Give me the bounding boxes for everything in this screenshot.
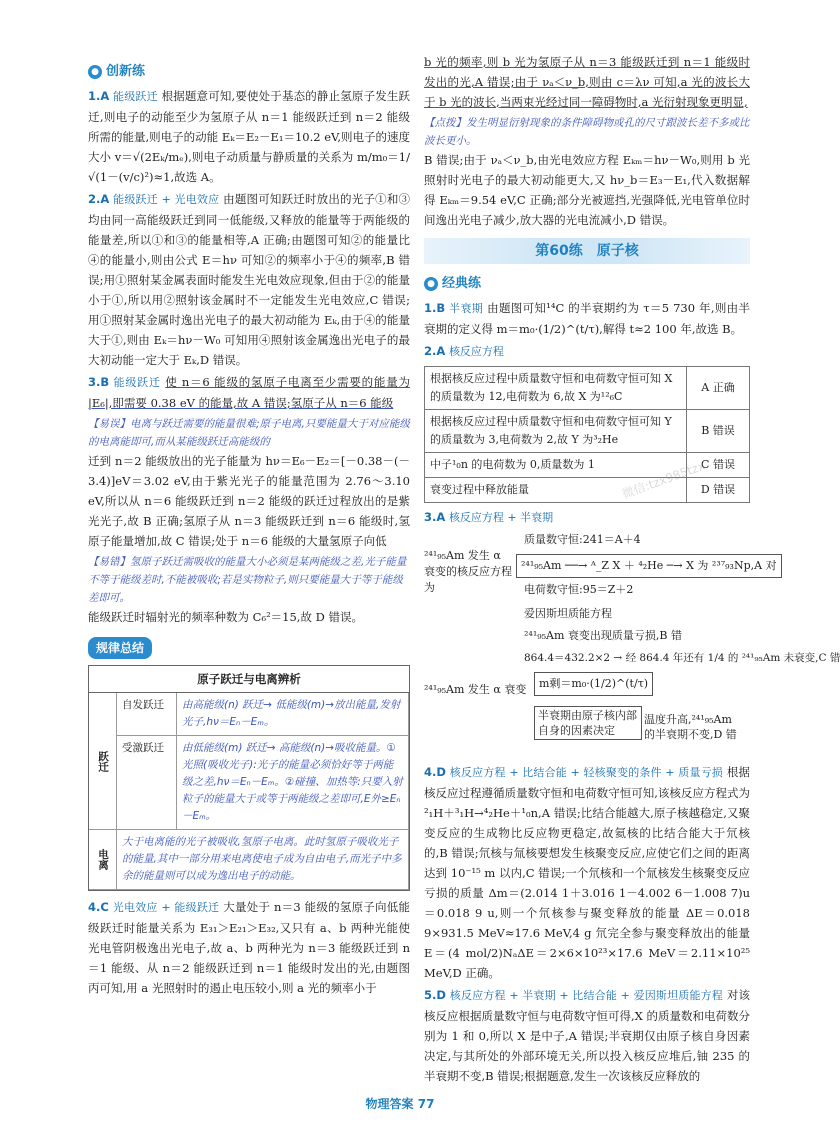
answer-3-cont: 迁到 n＝2 能级放出的光子能量为 hν＝E₆－E₂＝[－0.38－(－3.4)]eV＝3.02 eV,由于紫光光子的能量范围为 2.76～3.10 eV,所以从 n＝6 能级跃迁到 n＝2 能级的跃迁过程放出的是紫光光子,故 B 正确;氢原子从 n＝3 能级跃迁到 n＝6 能级时,氢原子能量增加,故 C 错误;处于 n＝6 能级的大量氢原子向低 [88, 454, 410, 548]
handwritten-note-1: 【易误】电离与跃迁需要的能量很难;原子电离,只要能量大于对应能级的电离能即可,而从某能级跃迁高能级的 [88, 418, 410, 448]
left-column [88, 52, 410, 1000]
table-row: 根据核反应过程中质量数守恒和电荷数守恒可知 X 的质量数为 12,电荷数为 6,故 X 为¹²₆C A 正确 [425, 367, 750, 410]
rule-sub-spontaneous: 自发跃迁 [117, 693, 177, 736]
section-title-innovation: ● 创新练 [88, 62, 410, 82]
answer-4-cont: b 光的频率,则 b 光为氢原子从 n＝3 能级跃迁到 n＝1 能级时发出的光,A 错误;由于 νₐ＜ν_b,则由 c＝λν 可知,a 光的波长大于 b 光的波长,当两束光经过同一障碍物时,a 光衍射现象更明显, [424, 55, 750, 109]
diagram-mass-conservation: 质量数守恒:241＝A＋4 [524, 533, 641, 546]
handwritten-note-2: 【易错】氢原子跃迁需吸收的能量大小必须是某两能级之差,光子能量不等于能级差时,不能被吸收;若是实物粒子,则只要能量大于等于能级差即可。 [88, 556, 407, 604]
rule-text-spontaneous: 由高能级(n) 跃迁→ 低能级(m)→放出能量,发射光子,hν＝Eₙ－Eₘ。 [177, 693, 409, 736]
r-answer-4: 4.D 核反应方程 + 比结合能 + 轻核聚变的条件 + 质量亏损 根据核反应过程遵循质量数守恒和电荷数守恒可知,该核反应方程式为 ²₁H＋³₁H→⁴₂He＋¹₀n,A 错误;比结合能越大,原子核越稳定,又聚变反应的生成物比反应物更稳定,故氦核的比结合能大于氘核的,B 错误;氘核与氚核要想发生核聚变反应,应使它们之间的距离达到 10⁻¹⁵ m 以内,C 错误;一个氘核和一个氚核发生核聚变反应亏损的质量 Δm＝(2.014 1＋3.016 1－4.002 6－1.008 7)u＝0.018 9 u,则一个氘核参与聚变释放的能量 ΔE＝0.018 9×931.5 MeV≈17.6 MeV,4 g 氘完全参与聚变释放出的能量 E＝(4 mol/2)NₐΔE＝2×6×10²³×17.6 MeV＝2.11×10²⁵ MeV,D 正确。 [424, 765, 751, 980]
right-column [424, 52, 840, 1088]
r-answer-3: 3.A 核反应方程 + 半衰期 [424, 510, 554, 524]
rule-big-transition: 跃迁 [89, 693, 117, 830]
answer-3-end: 能级跃迁时辐射光的频率种数为 C₆²＝15,故 D 错误。 [88, 610, 363, 624]
decay-diagram [424, 530, 840, 762]
diagram-result-c: 864.4＝432.2×2 → 经 864.4 年还有 1/4 的 ²⁴¹₉₅Am 未衰变,C 错 [524, 652, 840, 664]
diagram-formula: m剩＝m₀·(1/2)^(t/τ) [534, 672, 653, 696]
diagram-half-life: 半衰期由原子核内部自身的因素决定 [534, 706, 642, 740]
diagram-result-d: 温度升高,²⁴¹₉₅Am 的半衰期不变,D 错 [644, 713, 737, 741]
answer-1: 1.A 能级跃迁 根据题意可知,要使处于基态的静止氢原子发生跃迁,则电子的动能至少为氢原子从 n＝1 能级跃迁到 n＝2 能级所需的能量,则电子的动能 Eₖ＝E₂－E₁＝10.2 eV,则电子的速度大小 v＝√(2Eₖ/mₑ),则电子动质量与静质量的关系为 m/m₀＝1/√(1－(v/c)²)≈1,故选 A。 [88, 89, 411, 184]
answer-table [424, 366, 750, 503]
rule-title: 原子跃迁与电离辨析 [89, 666, 409, 693]
diagram-result-b: ²⁴¹₉₅Am 衰变出现质量亏损,B 错 [524, 629, 682, 642]
table-row: 中子¹₀n 的电荷数为 0,质量数为 1 C 错误 [425, 453, 750, 478]
rule-text-stimulated: 由低能级(m) 跃迁→ 高能级(n)→吸收能量。①光照(吸收光子):光子的能量必须恰好等于两能级之差,hν＝Eₙ－Eₘ。②碰撞、加热等:只要入射粒子的能量大于或等于两能级之差即可,E外≥Eₙ－Eₘ。 [177, 736, 409, 830]
r-answer-5: 5.D 核反应方程 + 半衰期 + 比结合能 + 爱因斯坦质能方程 对该核反应根据质量数守恒与电荷数守恒可得,X 的质量数和电荷数分别为 1 和 0,所以 X 是中子,A 错误;半衰期仅由原子核自身因素决定,与其所处的外部环境无关,所以投入核反应堆后,铀 235 的半衰期不变,B 错误;根据题意,发生一次该核反应释放的 [424, 988, 751, 1083]
diagram-equation: ²⁴¹₉₅Am ──→ ᴬ_Z X ＋ ⁴₂He ─→ X 为 ²³⁷₉₃Np,A 对 [516, 554, 782, 578]
r-answer-2: 2.A 核反应方程 [424, 344, 504, 358]
lesson-title: 第60练 原子核 [424, 238, 750, 264]
rule-text-ionization: 大于电离能的光子被吸收,氢原子电离。此时氢原子吸收光子的能量,其中一部分用来电离使电子成为自由电子,而光子中多余的能量则可以成为逸出电子的动能。 [117, 830, 409, 890]
answer-4: 4.C 光电效应 + 能级跃迁 大量处于 n＝3 能级的氢原子向低能级跃迁时能量关系为 E₃₁＞E₂₁＞E₃₂,又只有 a、b 两种光能使光电管阴极逸出光电子,故 a、b 两种光为 n＝3 能级跃迁到 n＝1 能级、从 n＝2 能级跃迁到 n＝1 能级时发出的光,由题图丙可知,用 a 光照射时的遏止电压较小,则 a 光的频率小于 [88, 900, 411, 995]
answer-2: 2.A 能级跃迁 + 光电效应 由题图可知跃迁时放出的光子①和③均由同一高能级跃迁到同一低能级,又释放的能量等于两能级的能量差,所以①和③的能量相等,A 正确;由题图可知②的能量比④的能量小,则由公式 E＝hν 可知②的频率小于④的频率,B 错误;用①照射某金属表面时能发生光电效应现象,但由于②的能量小于①,所以用②照射该金属时不一定能发生光电效应,C 错误;用①照射某金属时逸出光电子的最大初动能为 Eₖ,由于④的能量大于①,则由 Eₖ＝hν－W₀ 可知用④照射该金属逸出光电子的最大初动能一定大于 Eₖ,D 错误。 [88, 192, 411, 367]
diagram-left-label: ²⁴¹₉₅Am 发生 α 衰变的核反应方程为 [424, 549, 512, 594]
rule-big-ionization: 电离 [89, 830, 117, 890]
table-row: 衰变过程中释放能量 D 错误 [425, 478, 750, 503]
answer-4-end: B 错误;由于 νₐ＜ν_b,由光电效应方程 Eₖₘ＝hν－W₀,则用 b 光照射时光电子的最大初动能更大,又 hν_b＝E₃－E₁,代入数据解得 Eₖₘ＝9.54 eV,C 正确;部分光被遮挡,光强降低,光电管单位时间逸出光电子减少,放大器的光电流减小,D 错误。 [424, 153, 750, 227]
diagram-einstein: 爱因斯坦质能方程 [524, 607, 612, 620]
handwritten-note-3: 【点拨】发生明显衍射现象的条件障碍物或孔的尺寸跟波长差不多或比波长更小。 [424, 117, 750, 147]
section-icon: ● [424, 277, 438, 291]
r-answer-1: 1.B 半衰期 由题图可知¹⁴C 的半衰期约为 τ＝5 730 年,则由半衰期的定义得 m＝m₀·(1/2)^(t/τ),解得 t≈2 100 年,故选 B。 [424, 301, 751, 336]
page-footer: 物理答案 77 [365, 1097, 435, 1111]
watermark: 微信:tzx985tzx [620, 458, 707, 502]
section-title-classic: ● 经典练 [424, 274, 750, 294]
diagram-charge-conservation: 电荷数守恒:95＝Z＋2 [524, 583, 634, 596]
answer-3: 3.B 能级跃迁 使 n＝6 能级的氢原子电离至少需要的能量为 |E₆|,即需要 0.38 eV 的能量,故 A 错误;氢原子从 n＝6 能级 [88, 375, 411, 410]
rule-summary-table [88, 665, 410, 891]
section-icon: ● [88, 65, 102, 79]
diagram-alpha-decay: ²⁴¹₉₅Am 发生 α 衰变 [424, 683, 527, 696]
rule-summary-tag: 规律总结 [88, 637, 152, 659]
rule-sub-stimulated: 受激跃迁 [117, 736, 177, 830]
table-row: 根据核反应过程中质量数守恒和电荷数守恒可知 Y 的质量数为 3,电荷数为 2,故 Y 为³₂He B 错误 [425, 410, 750, 453]
